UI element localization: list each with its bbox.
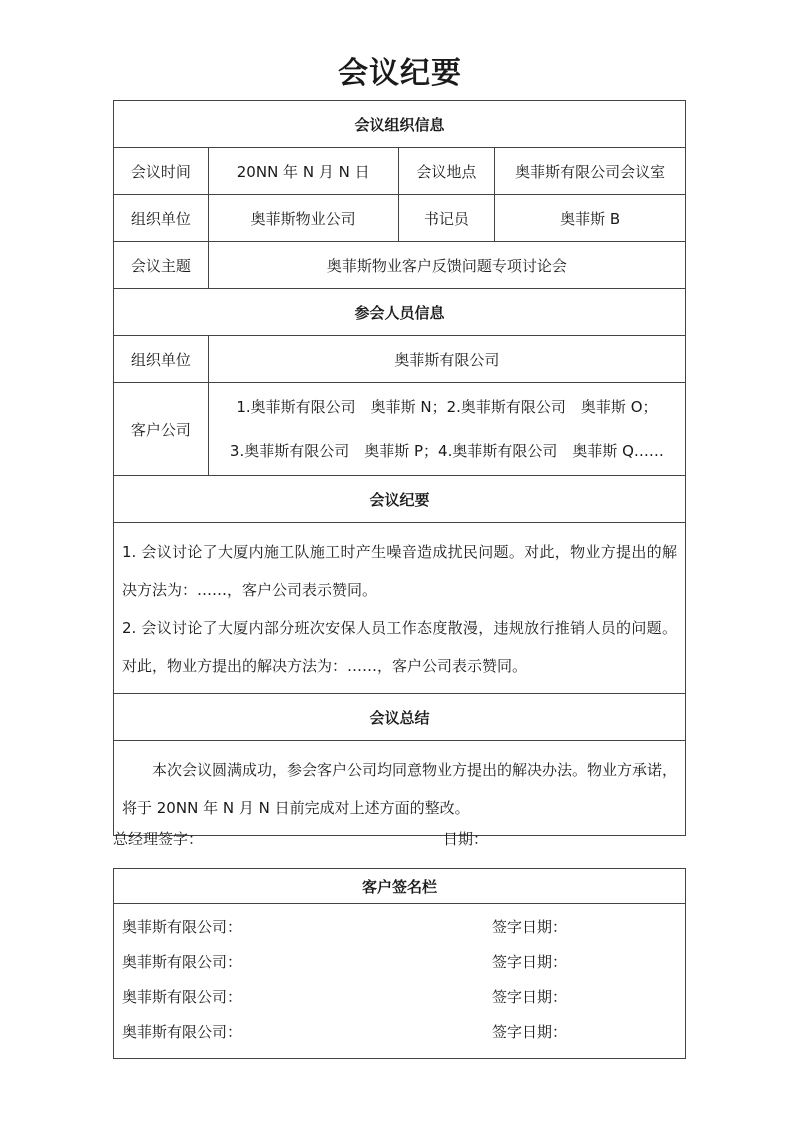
meeting-time-label: 会议时间 bbox=[114, 148, 209, 195]
customer-company-label: 奥菲斯有限公司： bbox=[122, 1023, 243, 1041]
summary-content bbox=[114, 741, 686, 836]
customer-signature-row bbox=[122, 945, 677, 980]
customer-signature-row bbox=[122, 980, 677, 1015]
signature-date-label: 日期： bbox=[443, 830, 489, 848]
customer-company-label: 奥菲斯有限公司： bbox=[122, 988, 243, 1006]
summary-text: 本次会议圆满成功，参会客户公司均同意物业方提出的解决办法。物业方承诺，将于 20NN 年 N 月 N 日前完成对上述方面的整改。 bbox=[122, 761, 678, 817]
customer-date-label: 签字日期： bbox=[492, 1023, 568, 1041]
org-unit-value: 奥菲斯物业公司 bbox=[208, 195, 398, 242]
org-section-header: 会议组织信息 bbox=[114, 101, 686, 148]
customer-date-label: 签字日期： bbox=[492, 918, 568, 936]
meeting-place-value: 奥菲斯有限公司会议室 bbox=[495, 148, 686, 195]
minutes-item-2: 2. 会议讨论了大厦内部分班次安保人员工作态度散漫，违规放行推销人员的问题。对此，物业方提出的解决方法为：……，客户公司表示赞同。 bbox=[122, 619, 677, 675]
client-company-list bbox=[208, 383, 685, 476]
manager-signature-label: 总经理签字： bbox=[113, 830, 204, 848]
client-line-2: 3.奥菲斯有限公司 奥菲斯 P；4.奥菲斯有限公司 奥菲斯 Q…… bbox=[229, 442, 664, 460]
meeting-place-label: 会议地点 bbox=[398, 148, 495, 195]
customer-signature-row bbox=[122, 1015, 677, 1050]
customer-date-label: 签字日期： bbox=[492, 953, 568, 971]
client-company-label: 客户公司 bbox=[114, 383, 209, 476]
minutes-item-1: 1. 会议讨论了大厦内施工队施工时产生噪音造成扰民问题。对此，物业方提出的解决方法为：……，客户公司表示赞同。 bbox=[122, 543, 677, 599]
customer-signature-row bbox=[122, 910, 677, 945]
attendee-unit-label: 组织单位 bbox=[114, 336, 209, 383]
meeting-time-value: 20NN 年 N 月 N 日 bbox=[208, 148, 398, 195]
summary-section-header: 会议总结 bbox=[114, 694, 686, 741]
client-line-1: 1.奥菲斯有限公司 奥菲斯 N；2.奥菲斯有限公司 奥菲斯 O； bbox=[236, 398, 658, 416]
customer-date-label: 签字日期： bbox=[492, 988, 568, 1006]
customer-company-label: 奥菲斯有限公司： bbox=[122, 918, 243, 936]
document-title: 会议纪要 bbox=[338, 56, 462, 91]
customer-signature-table bbox=[113, 868, 686, 1059]
customer-company-label: 奥菲斯有限公司： bbox=[122, 953, 243, 971]
minutes-section-header: 会议纪要 bbox=[114, 476, 686, 523]
meeting-topic-label: 会议主题 bbox=[114, 242, 209, 289]
attendee-unit-value: 奥菲斯有限公司 bbox=[208, 336, 685, 383]
meeting-topic-value: 奥菲斯物业客户反馈问题专项讨论会 bbox=[208, 242, 685, 289]
org-unit-label: 组织单位 bbox=[114, 195, 209, 242]
minutes-content bbox=[114, 523, 686, 694]
customer-section-header: 客户签名栏 bbox=[114, 869, 686, 904]
recorder-label: 书记员 bbox=[398, 195, 495, 242]
customer-signature-rows bbox=[114, 904, 686, 1059]
attendees-section-header: 参会人员信息 bbox=[114, 289, 686, 336]
recorder-value: 奥菲斯 B bbox=[495, 195, 686, 242]
meeting-info-table bbox=[113, 100, 686, 836]
